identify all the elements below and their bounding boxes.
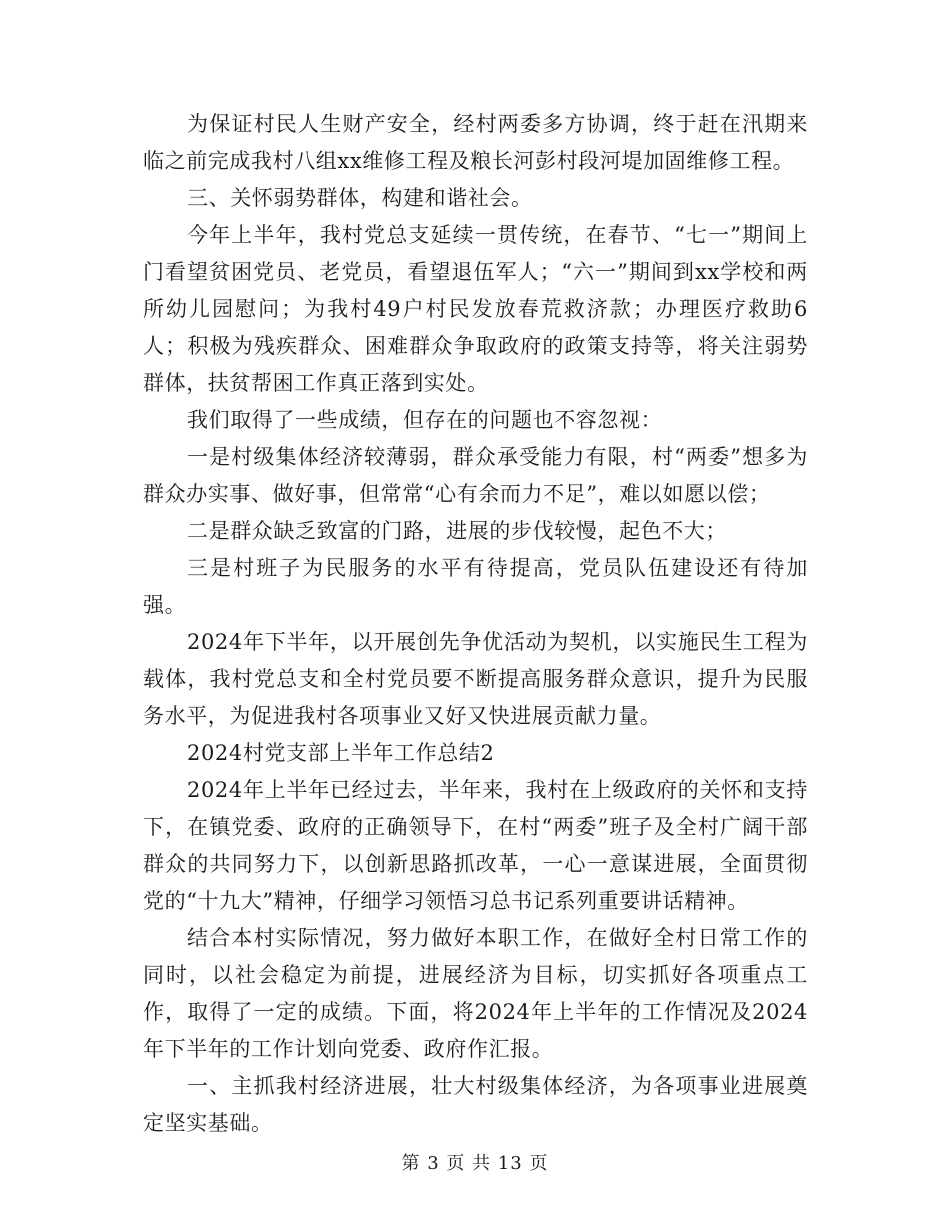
page-number: 第 3 页 共 13 页 xyxy=(401,1153,549,1174)
paragraph: 结合本村实际情况，努力做好本职工作，在做好全村日常工作的同时，以社会稳定为前提，进展经济为目标，切实抓好各项重点工作，取得了一定的成绩。下面，将2024年上半年的工作情况及2024年下半年的工作计划向党委、政府作汇报。 xyxy=(143,926,808,1061)
paragraph: 今年上半年，我村党总支延续一贯传统，在春节、“七一”期间上门看望贫困党员、老党员，看望退伍军人；“六一”期间到xx学校和两所幼儿园慰问；为我村49户村民发放春荒救济款；办理医疗救助6人；积极为残疾群众、困难群众争取政府的政策支持等，将关注弱势群体，扶贫帮困工作真正落到实处。 xyxy=(143,223,808,395)
list-item: 三是村班子为民服务的水平有待提高，党员队伍建设还有待加强。 xyxy=(143,556,808,617)
section-heading: 一、主抓我村经济进展，壮大村级集体经济，为各项事业进展奠定坚实基础。 xyxy=(143,1074,808,1135)
section-heading: 三、关怀弱势群体，构建和谐社会。 xyxy=(187,186,533,210)
document-title: 2024村党支部上半年工作总结2 xyxy=(187,741,495,765)
list-item: 一是村级集体经济较薄弱，群众承受能力有限，村“两委”想多为群众办实事、做好事，但常常“心有余而力不足”，难以如愿以偿； xyxy=(143,445,808,506)
paragraph: 为保证村民人生财产安全，经村两委多方协调，终于赶在汛期来临之前完成我村八组xx维修工程及粮长河彭村段河堤加固维修工程。 xyxy=(143,112,808,173)
paragraph: 2024年上半年已经过去，半年来，我村在上级政府的关怀和支持下，在镇党委、政府的正确领导下，在村“两委”班子及全村广阔干部群众的共同努力下，以创新思路抓改革，一心一意谋进展，全面贯彻党的“十九大”精神，仔细学习领悟习总书记系列重要讲话精神。 xyxy=(143,778,808,913)
document-body xyxy=(143,106,808,1142)
list-item: 二是群众缺乏致富的门路，进展的步伐较慢，起色不大； xyxy=(187,519,727,543)
paragraph: 2024年下半年，以开展创先争优活动为契机，以实施民生工程为载体，我村党总支和全村党员要不断提高服务群众意识，提升为民服务水平，为促进我村各项事业又好又快进展贡献力量。 xyxy=(143,630,808,728)
paragraph: 我们取得了一些成绩，但存在的问题也不容忽视： xyxy=(187,408,663,432)
